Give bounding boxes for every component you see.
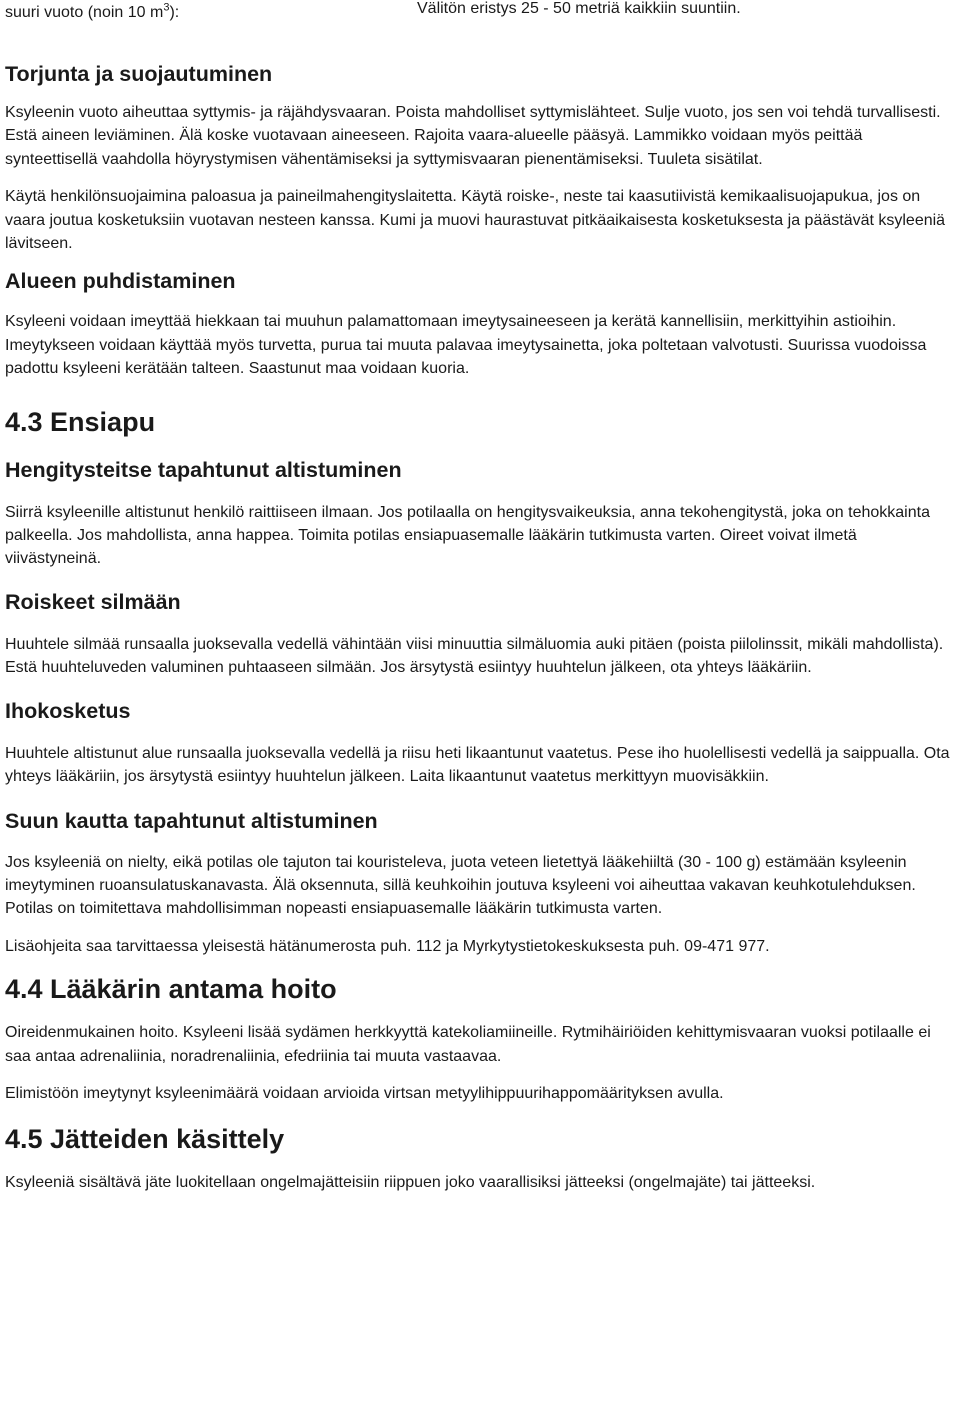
chapter-heading-ensiapu: 4.3 Ensiapu xyxy=(5,406,156,437)
paragraph: Käytä henkilönsuojaimina paloasua ja paineilmahengityslaitetta. Käytä roiske-, neste tai kaasutiivistä kemikaalisuojapukua, jos on vaara joutua kosketuksiin vuotavan nesteen kanssa. Kumi ja muovi haurastuvat pitkäaikaisesta kosketuksesta ja päästävät ksyleeniä lävitseen. xyxy=(5,188,946,253)
paragraph: Jos ksyleeniä on nielty, eikä potilas ole tajuton tai kouristeleva, juota veteen lietettyä lääkehiiltä (30 - 100 g) estämään ksyleenin imeytyminen ruoansulatuskanavasta. Älä oksennuta, sillä keuhkoihin joutuva ksyleeni voi aiheuttaa vakavan keuhkotulehduksen. Potilas on toimitettava mahdollisimman nopeasti ensiapuasemalle lääkärin tutkimusta varten. xyxy=(5,853,916,918)
section-heading-alue: Alueen puhdistaminen xyxy=(5,269,236,294)
section-heading-iho: Ihokosketus xyxy=(5,698,131,723)
paragraph: Ksyleenin vuoto aiheuttaa syttymis- ja räjähdysvaaran. Poista mahdolliset syttymislähteet. Sulje vuoto, jos sen voi tehdä turvallisesti. Estä aineen leviäminen. Älä koske vuotavaan aineeseen. Rajoita vaara-alueelle pääsyä. Lammikko voidaan myös peittää synteettisellä vaahdolla höyrystymisen vähentämiseksi ja syttymisvaaran pienentämiseksi. Tuuleta sisätilat. xyxy=(5,104,941,168)
section-heading-torjunta: Torjunta ja suojautuminen xyxy=(5,62,273,86)
chapter-heading-laakari: 4.4 Lääkärin antama hoito xyxy=(5,974,337,1005)
section-heading-silmat: Roiskeet silmään xyxy=(5,589,181,614)
paragraph: Lisäohjeita saa tarvittaessa yleisestä hätänumerosta puh. 112 ja Myrkytystietokeskuksesta puh. 09-471 977. xyxy=(5,937,770,955)
document xyxy=(5,0,953,1195)
paragraph: Huuhtele altistunut alue runsaalla juoksevalla vedellä ja riisu heti likaantunut vaatetus. Pese iho huolellisesti vedellä ja saippualla. Ota yhteys lääkäriin, jos ärsytystä esiintyy huuhtelun jälkeen. Laita likaantunut vaatetus merkittyyn muovisäkkiin. xyxy=(5,744,950,786)
top-row xyxy=(5,0,953,34)
paragraph: Ksyleeniä sisältävä jäte luokitellaan ongelmajätteisiin riippuen joko vaarallisiksi jätteeksi (ongelmajäte) tai jätteeksi. xyxy=(5,1174,816,1192)
section-heading-hengitys: Hengitysteitse tapahtunut altistuminen xyxy=(5,457,402,482)
leak-size-label: suuri vuoto (noin 10 $m^3$): xyxy=(5,1,180,21)
paragraph: Siirrä ksyleenille altistunut henkilö raittiiseen ilmaan. Jos potilaalla on hengitysvaikeuksia, anna tekohengitystä, joka on tehokkainta palkeella. Jos mahdollista, anna happea. Toimita potilas ensiapuasemalle lääkärin tutkimusta varten. Oireet voivat ilmetä viivästyneinä. xyxy=(5,503,930,568)
paragraph: Elimistöön imeytynyt ksyleenimäärä voidaan arvioida virtsan metyylihippuurihappomäärityksen avulla. xyxy=(5,1084,724,1102)
paragraph: Oireidenmukainen hoito. Ksyleeni lisää sydämen herkkyyttä katekoliamiineille. Rytmihäiriöiden kehittymisvaaran vuoksi potilaalle ei saa antaa adrenaliinia, noradrenaliinia, efedriinia tai muuta vastaavaa. xyxy=(5,1024,931,1065)
chapter-heading-jatteet: 4.5 Jätteiden käsittely xyxy=(5,1124,285,1155)
paragraph: Ksyleeni voidaan imeyttää hiekkaan tai muuhun palamattomaan imeytysaineeseen ja kerätä kannellisiin, merkittyihin astioihin. Imeytykseen voidaan käyttää myös turvetta, purua tai muuta palavaa imeytysainetta, joka poltetaan valvotusti. Suurissa vuodoissa padottu ksyleeni kerätään talteen. Saastunut maa voidaan kuoria. xyxy=(5,313,927,378)
paragraph: Huuhtele silmää runsaalla juoksevalla vedellä vähintään viisi minuuttia silmäluomia auki pitäen (poista piilolinssit, mikäli mahdollista). Estä huuhteluveden valuminen puhtaaseen silmään. Jos ärsytystä esiintyy huuhtelun jälkeen, ota yhteys lääkäriin. xyxy=(5,635,944,677)
section-heading-suu: Suun kautta tapahtunut altistuminen xyxy=(5,808,378,833)
isolation-distance: Välitön eristys 25 - 50 metriä kaikkiin suuntiin. xyxy=(417,0,741,17)
